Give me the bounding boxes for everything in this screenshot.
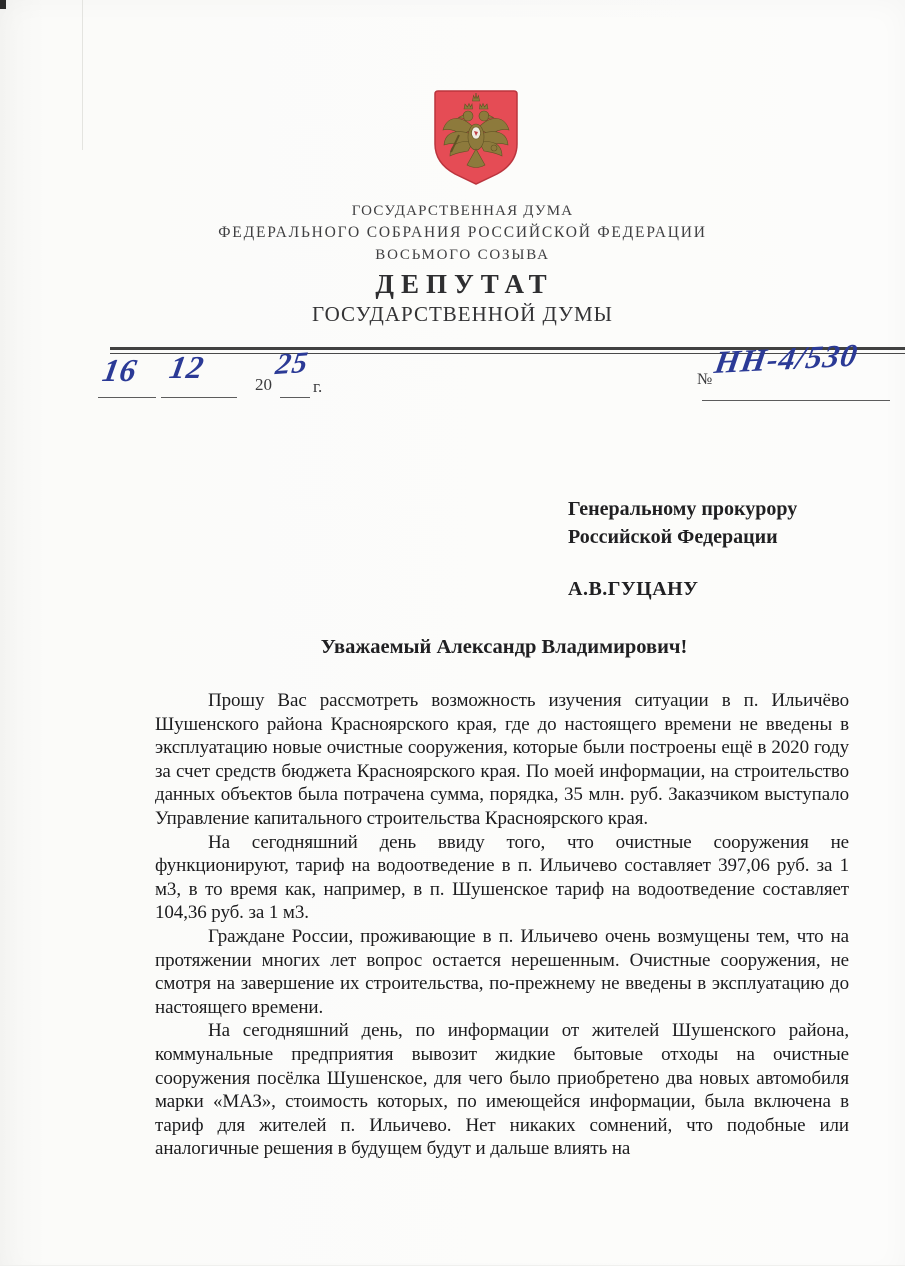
deputy-title: ДЕПУТАТ [375,269,554,299]
date-month-underline [161,397,237,398]
scan-page-edge [0,1265,905,1280]
deputy-subtitle: ГОСУДАРСТВЕННОЙ ДУМЫ [312,302,613,326]
date-year-prefix: 20 [255,375,272,394]
addressee-line1: Генеральному прокурору [568,498,798,520]
addressee-name: А.В.ГУЦАНУ [568,578,699,600]
russia-coat-of-arms-icon [431,88,521,188]
date-day-underline [98,397,156,398]
scan-corner-artifact [0,0,6,9]
addressee-block [568,495,797,603]
document-number-handwritten: НН-4/530 [712,336,861,381]
date-year-suffix: г. [313,377,323,396]
date-day-handwritten: 16 [99,352,141,388]
date-month-handwritten: 12 [166,349,208,385]
date-year-underline [280,397,310,398]
body-paragraph: Прошу Вас рассмотреть возможность изучения ситуации в п. Ильичёво Шушенского района Красноярского края, где до настоящего времени не введены в эксплуатацию новые очистные сооружения, которые были построены ещё в 2020 году за счет средств бюджета Красноярского края. По моей информации, на строительство данных объектов была потрачена сумма, порядка, 35 млн. руб. Заказчиком выступало Управление капитального строительства Красноярского края. [155,690,849,829]
salutation: Уважаемый Александр Владимирович! [320,636,688,658]
org-name-block [0,201,905,266]
document-number-sign: № [697,371,713,388]
body-paragraph: На сегодняшний день ввиду того, что очистные сооружения не функционируют, тариф на водоотведение в п. Ильичево составляет 397,06 руб. за 1 м3, в то время как, например, в п. Шушенское тариф на водоотведение составляет 104,36 руб. за 1 м3. [155,831,849,924]
letter-body [155,689,849,1161]
date-year-handwritten: 25 [273,345,311,382]
org-name-line1: ГОСУДАРСТВЕННАЯ ДУМА [351,203,574,219]
org-name-line3: ВОСЬМОГО СОЗЫВА [375,247,550,263]
body-paragraph: Граждане России, проживающие в п. Ильичево очень возмущены тем, что на протяжении многих лет вопрос остается нерешенным. Очистные сооружения, не смотря на завершение их строительства, по-прежнему не введены в эксплуатацию до настоящего времени. [155,925,849,1018]
body-paragraph: На сегодняшний день, по информации от жителей Шушенского района, коммунальные предприятия вывозит жидкие бытовые отходы на очистные сооружения посёлка Шушенское, для чего было приобретено два новых автомобиля марки «МАЗ», стоимость которых, по имеющейся информации, была включена в тариф для жителей п. Ильичево. Нет никаких сомнений, что подобные или аналогичные решения в будущем будут и дальше влиять на [155,1020,849,1160]
addressee-line2: Российской Федерации [568,526,778,548]
document-number-underline [702,400,890,401]
org-name-line2: ФЕДЕРАЛЬНОГО СОБРАНИЯ РОССИЙСКОЙ ФЕДЕРАЦИИ [218,224,707,241]
scan-crease [82,0,83,150]
